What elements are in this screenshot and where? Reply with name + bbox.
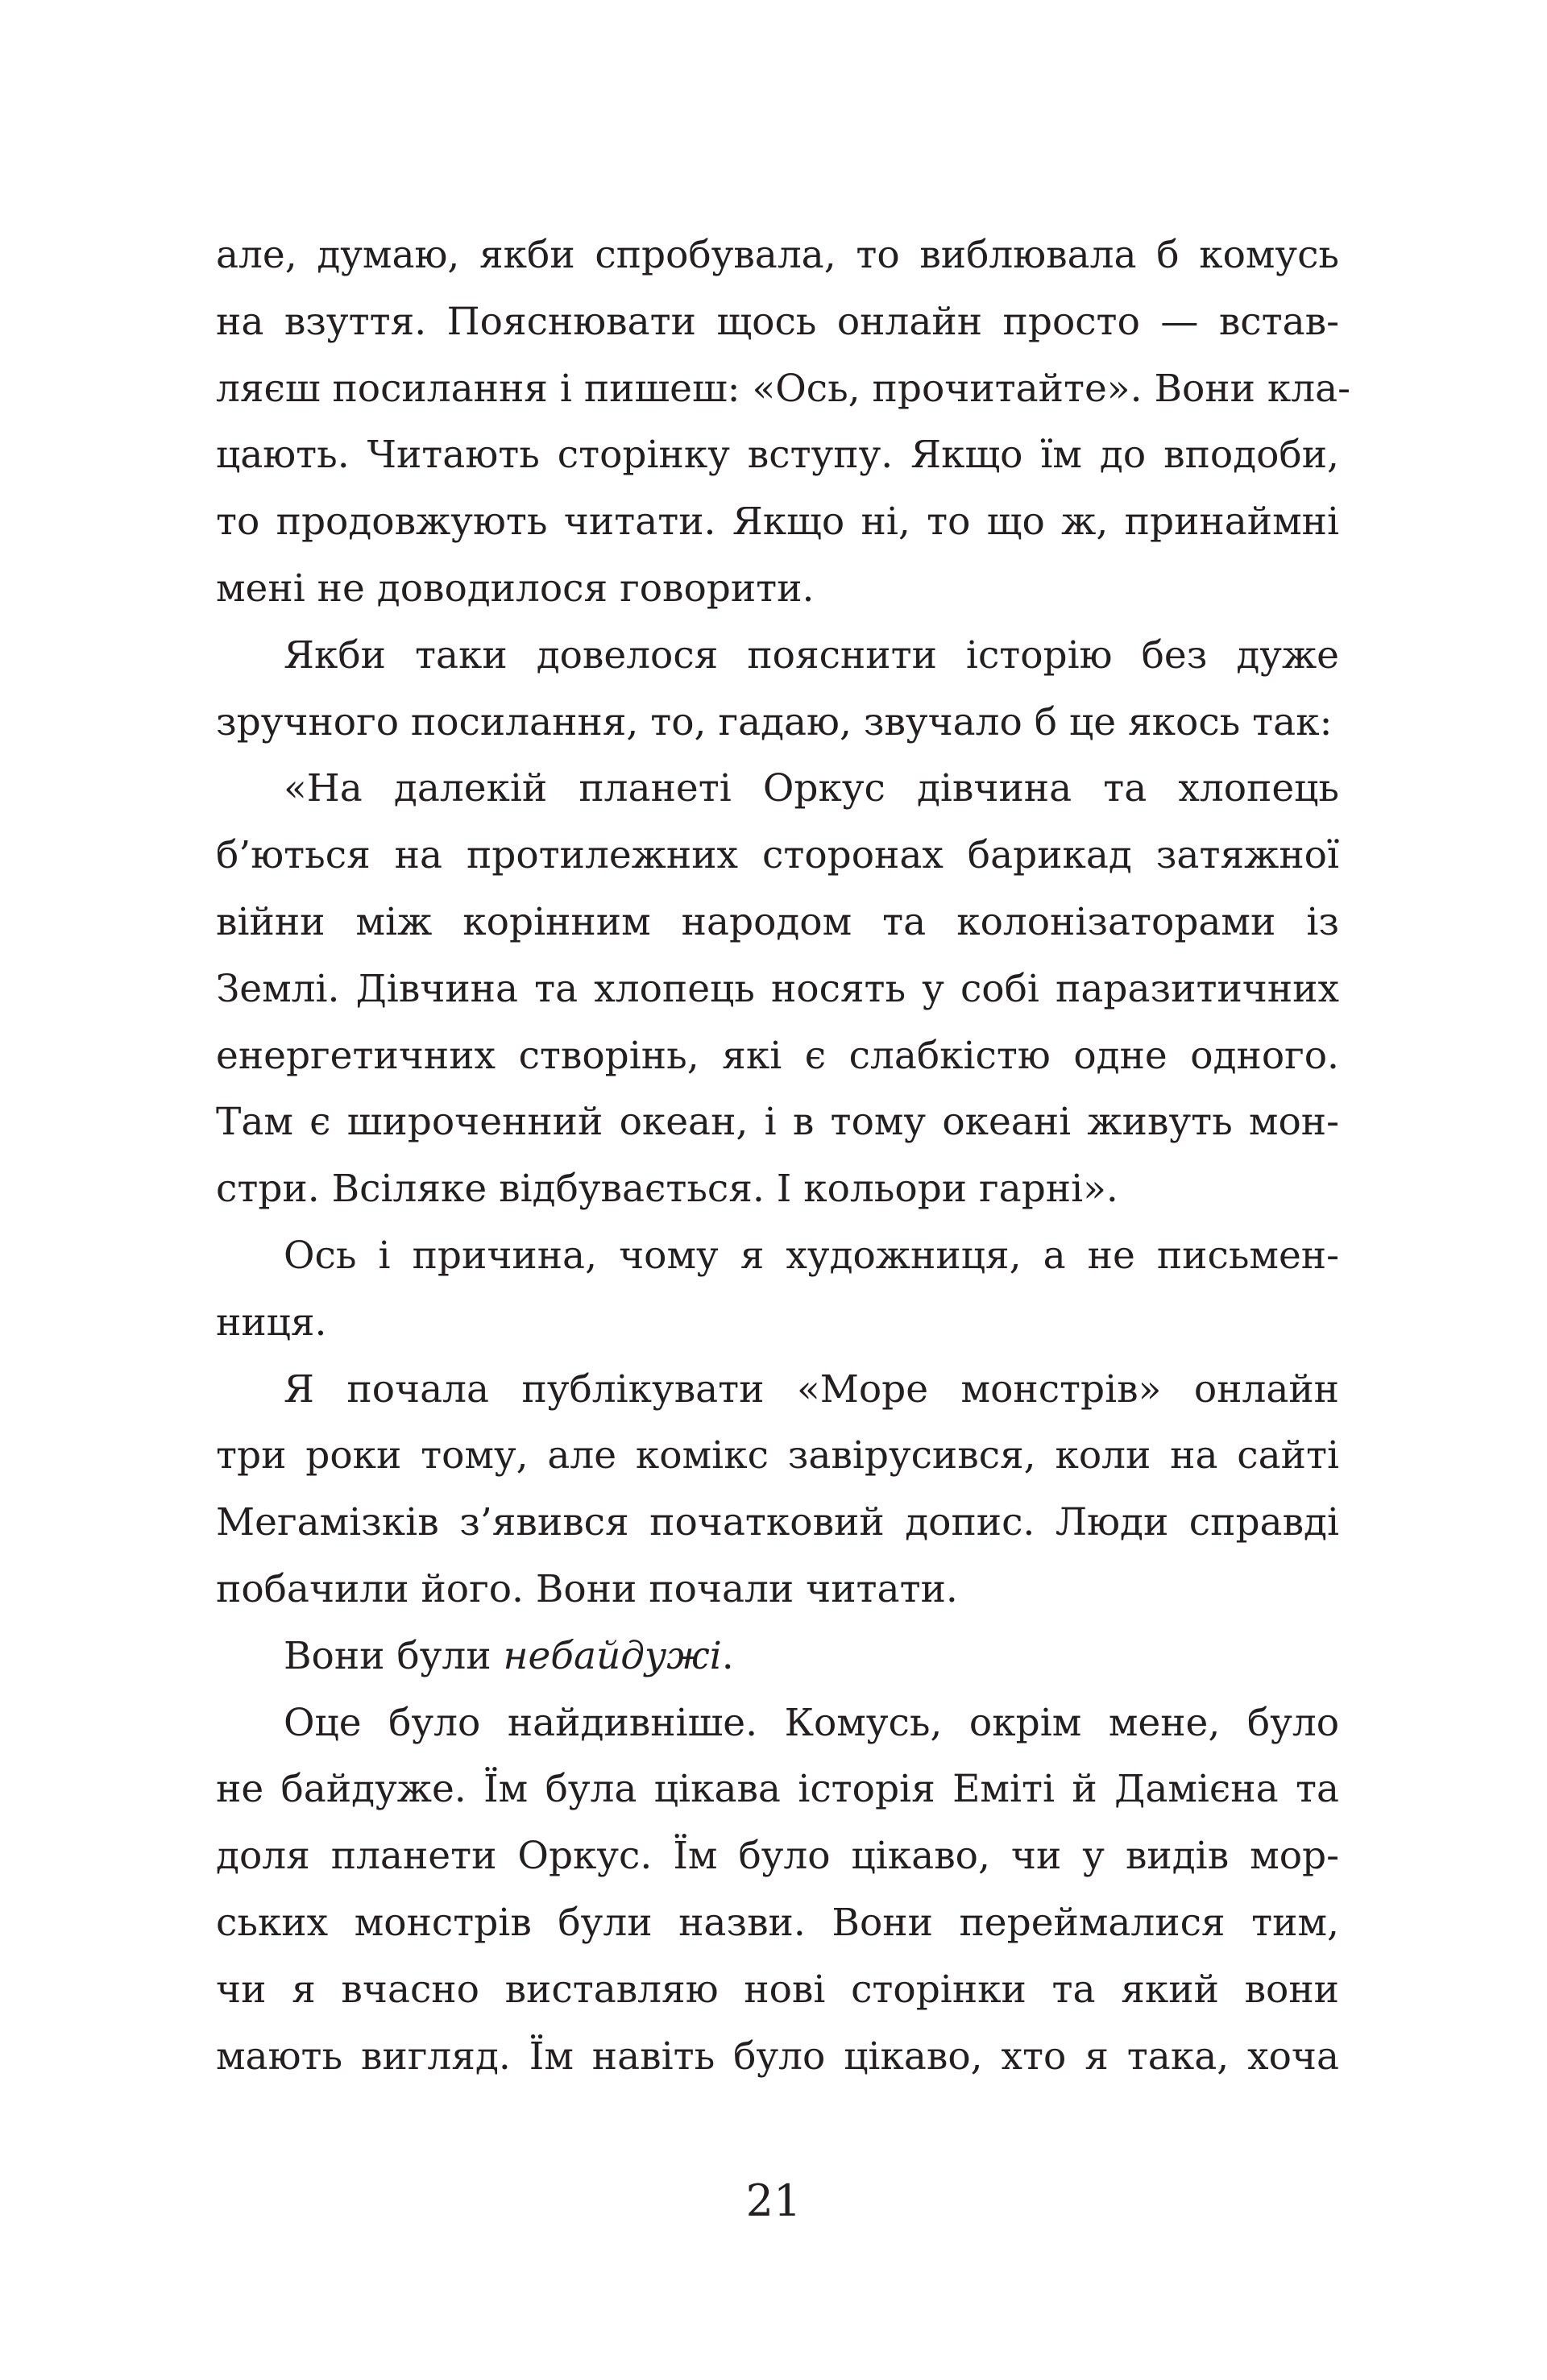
paragraph [216,1357,1339,1623]
paragraph [216,756,1339,1223]
text-line: ниця. [216,1300,327,1345]
text-line: стри. Всіляке відбувається. І кольори гарні». [216,1167,1118,1212]
paragraph [216,1690,1339,2091]
italic-emphasis: небайдужі [503,1633,722,1678]
paragraph [216,222,1351,623]
text-line: не байдуже. Їм була цікава історія Еміті й Дамієна та [216,1767,1339,1812]
text-line: Мегамізків з’явився початковий допис. Люди справді [216,1500,1339,1545]
text-line: ських монстрів були назви. Вони переймалися тим, [216,1900,1339,1945]
text-line: енергетичних створінь, які є слабкістю одне одного. [216,1033,1339,1078]
text-line: б’ються на протилежних сторонах барикад затяжної [216,833,1339,878]
paragraph [216,623,1339,757]
text-line: мають вигляд. Їм навіть було цікаво, хто я така, хоча [216,2034,1339,2079]
text-line: Ось і причина, чому я художниця, а не письмен- [284,1233,1339,1278]
text-line: то продовжують читати. Якщо ні, то що ж, принаймні [216,500,1339,545]
text-line: доля планети Оркус. Їм було цікаво, чи у видів мор- [216,1834,1339,1879]
page-number: 21 [745,2175,802,2226]
text-line: зручного посилання, то, гадаю, звучало б це якось так: [216,699,1333,744]
text-line: але, думаю, якби спробувала, то виблювала б комусь [216,233,1339,277]
text-line: цають. Читають сторінку вступу. Якщо їм до вподоби, [216,433,1339,478]
text-line: Там є широченний океан, і в тому океані живуть мон- [216,1100,1339,1145]
text-line: Оце було найдивніше. Комусь, окрім мене, було [284,1700,1339,1745]
text-line: три роки тому, але комікс завірусився, коли на сайті [216,1433,1339,1478]
text-line: чи я вчасно виставляю нові сторінки та який вони [216,1967,1339,2012]
text-line: «На далекій планеті Оркус дівчина та хлопець [284,766,1339,811]
text-line: Якби таки довелося пояснити історію без дуже [284,632,1339,678]
text-line: мені не доводилося говорити. [216,566,815,611]
text-line: на взуття. Пояснювати щось онлайн просто — встав- [216,299,1339,344]
paragraph [216,1223,1339,1357]
text-segment: . [721,1633,734,1678]
text-line: Землі. Дівчина та хлопець носять у собі паразитичних [216,966,1339,1011]
text-line: війни між корінним народом та колонізаторами із [216,899,1339,944]
text-line: Я почала публікувати «Море монстрів» онлайн [284,1366,1339,1412]
page-body-text [216,222,1351,2090]
text-segment: Вони були [284,1633,504,1678]
text-line: побачили його. Вони почали читати. [216,1566,958,1611]
text-line: ляєш посилання і пишеш: «Ось, прочитайте». Вони кла- [216,366,1351,411]
paragraph [216,1623,1339,1690]
text-line [216,1623,1339,1690]
